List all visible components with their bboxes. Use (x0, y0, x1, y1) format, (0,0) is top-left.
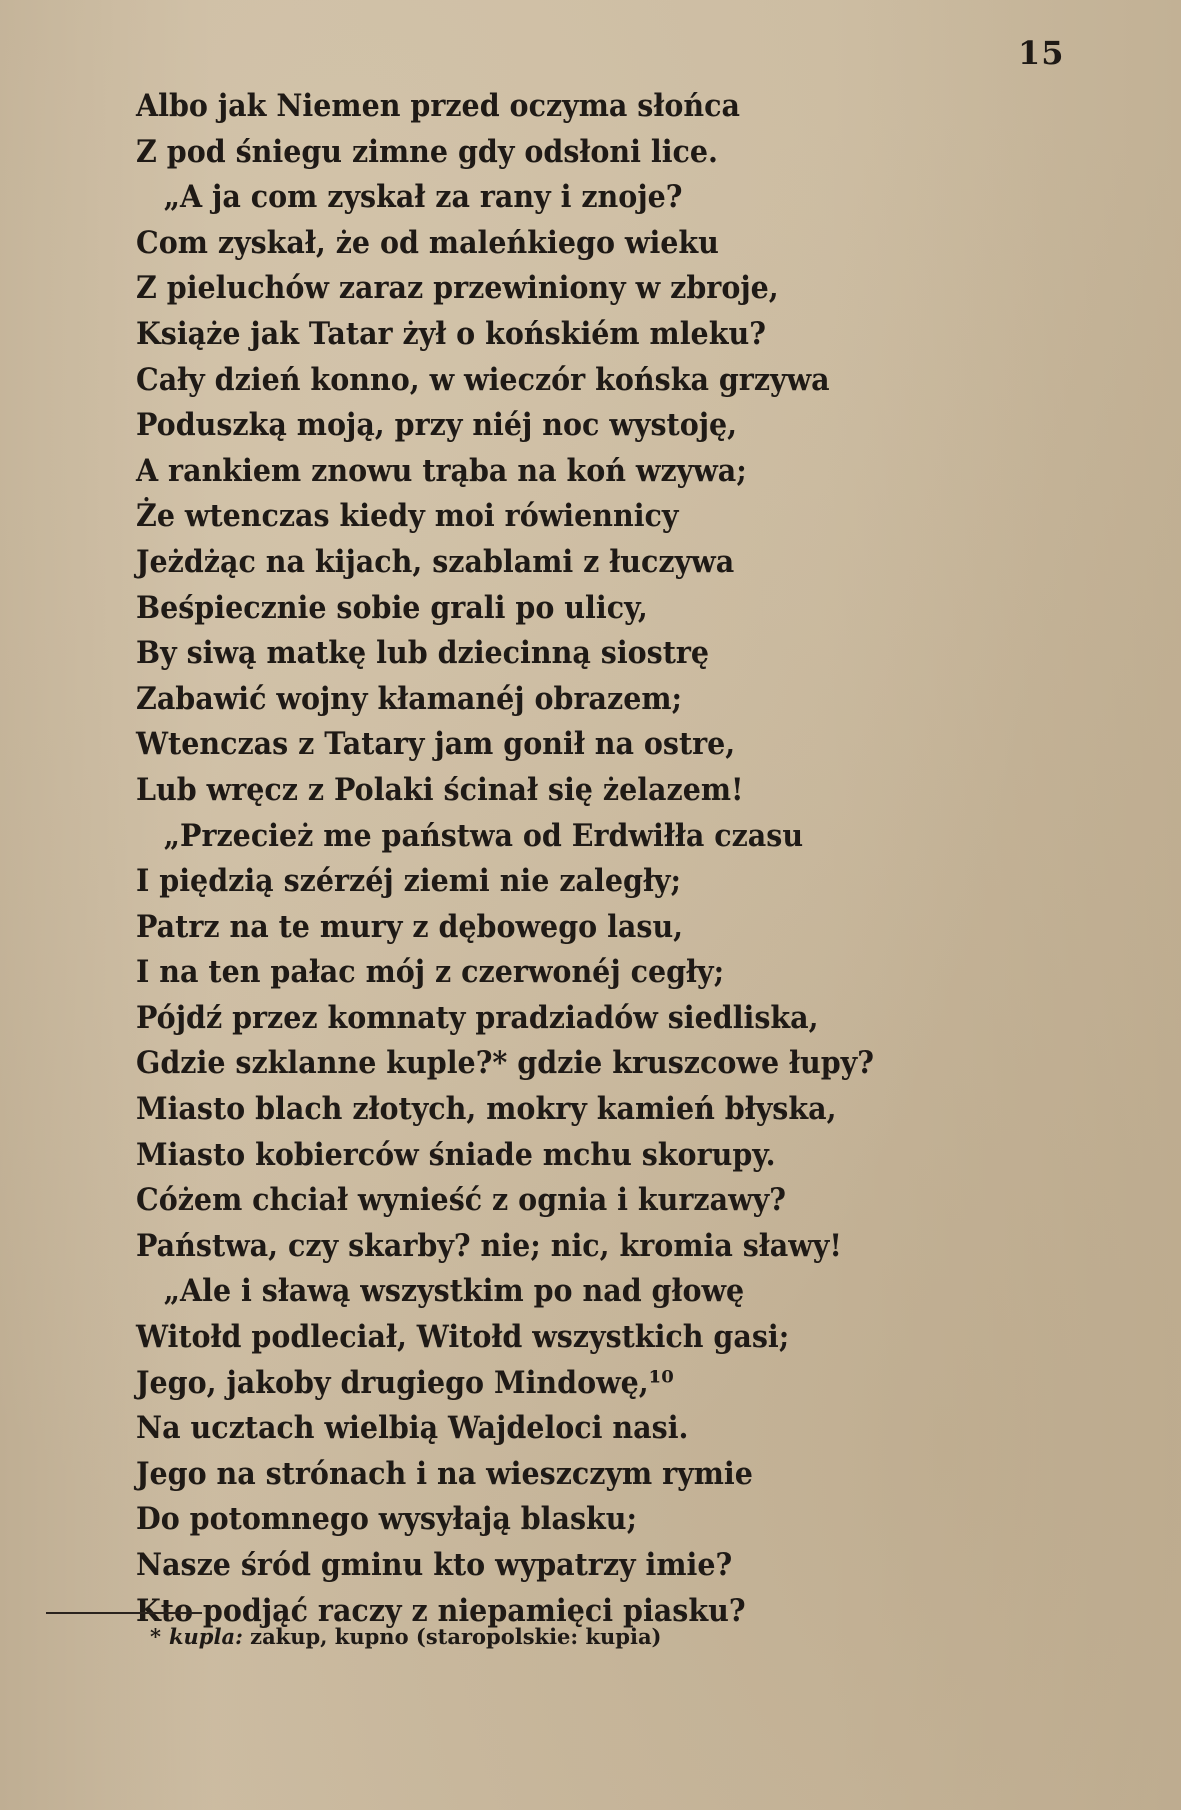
poem-line: Cały dzień konno, w wieczór końska grzywa (136, 361, 830, 398)
poem-line: I na ten pałac mój z czerwonéj cegły; (136, 954, 725, 991)
poem-line: Com zyskał, że od maleńkiego wieku (136, 224, 719, 261)
poem-line: Gdzie szklanne kuple?* gdzie kruszcowe łupy? (136, 1045, 874, 1082)
poem-line: A rankiem znowu trąba na koń wzywa; (136, 452, 747, 489)
poem-line: Na ucztach wielbią Wajdeloci nasi. (136, 1410, 689, 1447)
poem-line: Albo jak Niemen przed oczyma słońca (136, 88, 740, 124)
poem-line: Jego, jakoby drugiego Mindowę,¹⁰ (136, 1364, 674, 1401)
poem-line: Do potomnego wysyłają blasku; (136, 1501, 638, 1538)
footnote-term: kupla: (168, 1624, 243, 1649)
poem-line: Zabawić wojny kłamanéj obrazem; (136, 680, 683, 717)
poem-line: Poduszką moją, przy niéj noc wystoję, (136, 407, 738, 444)
poem-line: Witołd podleciał, Witołd wszystkich gasi; (136, 1319, 790, 1356)
page-number: 15 (1018, 34, 1065, 72)
poem-line: By siwą matkę lub dziecinną siostrę (136, 635, 710, 672)
poem-line: Cóżem chciał wynieść z ognia i kurzawy? (136, 1182, 786, 1219)
poem-line: Pójdź przez komnaty pradziadów siedliska, (136, 999, 819, 1036)
poem-line: Miasto blach złotych, mokry kamień błyska, (136, 1091, 837, 1128)
poem-line: Jeżdżąc na kijach, szablami z łuczywa (136, 543, 735, 580)
poem-line: Kto podjąć raczy z niepamięci piasku? (136, 1592, 746, 1629)
footnote-text: zakup, kupno (staropolskie: kupia) (250, 1624, 662, 1649)
poem-line: Państwa, czy skarby? nie; nic, kromia sławy! (136, 1227, 842, 1264)
poem-line: Beśpiecznie sobie grali po ulicy, (136, 589, 648, 626)
footnote-marker: * (150, 1624, 161, 1649)
poem-line: Nasze śród gminu kto wypatrzy imie? (136, 1547, 733, 1583)
footnote (150, 1624, 662, 1649)
poem-line: Lub wręcz z Polaki ścinał się żelazem! (136, 771, 744, 808)
poem-line: „Ale i sławą wszystkim po nad głowę (163, 1273, 745, 1310)
poem-line: „A ja com zyskał za rany i znoje? (163, 179, 683, 216)
poem-text (136, 84, 1096, 1634)
poem-line: Miasto kobierców śniade mchu skorupy. (136, 1136, 776, 1173)
poem-line: Że wtenczas kiedy moi rówiennicy (136, 498, 679, 535)
footnote-divider (46, 1612, 202, 1614)
poem-line: Z pieluchów zaraz przewiniony w zbroje, (136, 270, 779, 307)
poem-line: „Przecież me państwa od Erdwiłła czasu (163, 817, 804, 854)
poem-line: Patrz na te mury z dębowego lasu, (136, 908, 684, 945)
poem-line: Wtenczas z Tatary jam gonił na ostre, (136, 726, 736, 763)
poem-line: Jego na strónach i na wieszczym rymie (136, 1455, 753, 1492)
poem-line: I piędzią szérzéj ziemi nie zaległy; (136, 863, 682, 900)
poem-line: Z pod śniegu zimne gdy odsłoni lice. (136, 133, 718, 170)
poem-line: Książe jak Tatar żył o końskiém mleku? (136, 315, 766, 352)
